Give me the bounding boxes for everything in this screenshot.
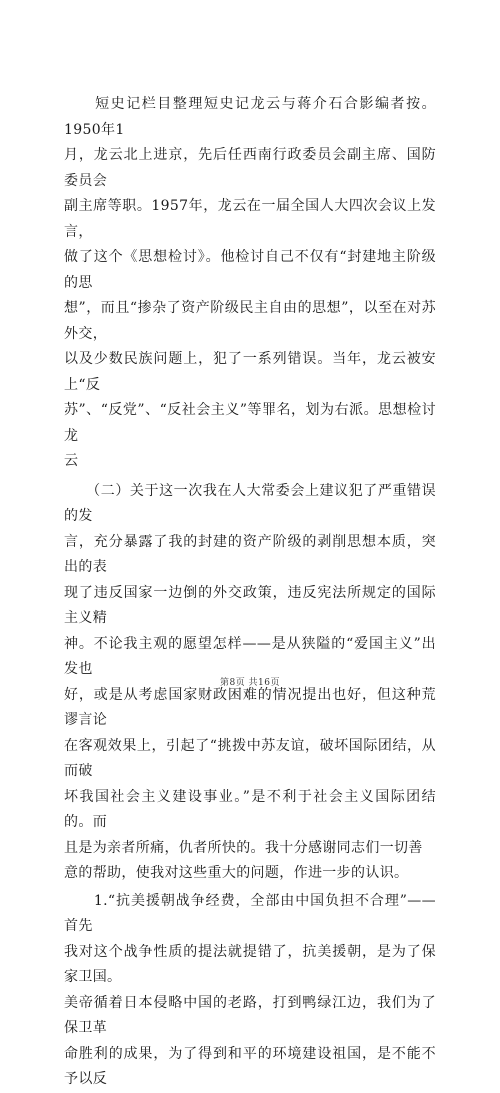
text-line: 好，或是从考虑国家财政困难的情况提出也好，但这种荒谬言论: [64, 686, 436, 728]
paragraph-editor-note: [64, 92, 436, 475]
page-footer: [0, 675, 500, 688]
paragraph-point-one: [64, 889, 436, 1093]
text-line: 苏”、“反党”、“反社会主义”等罪名，划为右派。思想检讨龙: [64, 402, 436, 444]
text-line: 副主席等职。1957年，龙云在一届全国人大四次会议上发言，: [64, 198, 436, 240]
text-line: 且是为亲者所痛，仇者所快的。我十分感谢同志们一切善: [64, 839, 423, 856]
text-line: 美帝循着日本侵略中国的老路，打到鸭绿江边，我们为了保卫革: [64, 994, 436, 1036]
text-line: 言，充分暴露了我的封建的资产阶级的剥削思想本质，突出的表: [64, 533, 436, 575]
text-line: 命胜利的成果，为了得到和平的环境建设祖国，是不能不予以反: [64, 1045, 436, 1087]
document-body: [64, 92, 436, 1093]
text-line: 以及少数民族问题上，犯了一系列错误。当年，龙云被安上“反: [64, 351, 436, 393]
text-line: 在客观效果上，引起了“挑拨中苏友谊，破坏国际团结，从而破: [64, 737, 436, 779]
page-number: 第8页 共16页: [219, 678, 281, 688]
text-line: 月，龙云北上进京，先后任西南行政委员会副主席、国防委员会: [64, 147, 436, 189]
text-line: （二）关于这一次我在人大常委会上建议犯了严重错误的发: [64, 482, 436, 524]
text-line: 神。不论我主观的愿望怎样——是从狭隘的“爱国主义”出发也: [64, 635, 436, 677]
text-line: 现了违反国家一边倒的外交政策，违反宪法所规定的国际主义精: [64, 584, 436, 626]
text-line: 1.“抗美援朝战争经费，全部由中国负担不合理”——首先: [64, 892, 436, 934]
text-line: 想”，而且“掺杂了资产阶级民主自由的思想”，以至在对苏外交，: [64, 300, 436, 342]
text-line: 短史记栏目整理短史记龙云与蒋介石合影编者按。1950年1: [64, 96, 436, 138]
text-line: 云: [64, 453, 79, 469]
text-line: 坏我国社会主义建设事业。”是不利于社会主义国际团结的。而: [64, 788, 436, 830]
text-line: 做了这个《思想检讨》。他检讨自己不仅有“封建地主阶级的思: [64, 249, 436, 291]
text-line: 我对这个战争性质的提法就提错了，抗美援朝，是为了保家卫国。: [64, 943, 436, 985]
text-line: 意的帮助，使我对这些重大的问题，作进一步的认识。: [64, 865, 409, 881]
